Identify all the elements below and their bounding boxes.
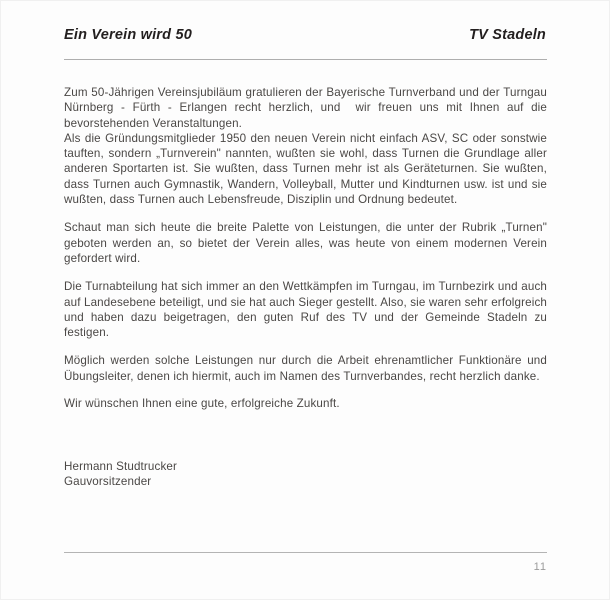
page-header [64, 27, 546, 43]
body-paragraph: Zum 50-Jährigen Vereinsjubiläum gratulieren der Bayerische Turnverband und der Turngau Nürnberg - Fürth - Erlangen recht herzlich, und wir freuen uns mit Ihnen auf die bevorstehenden Veranstaltungen. [64, 86, 551, 130]
signature-name: Hermann Studtrucker [64, 460, 178, 473]
body-paragraph: Schaut man sich heute die breite Palette von Leistungen, die unter der Rubrik „Turnen" geboten werden an, so bietet der Verein alles, was heute von einem modernen Verein gefordert wird. [64, 221, 551, 265]
header-organization: TV Stadeln [469, 27, 546, 43]
body-paragraph: Die Turnabteilung hat sich immer an den Wettkämpfen im Turngau, im Turnbezirk und auch auf Landesebene beteiligt, und sie hat auch Sieger gestellt. Also, sie waren sehr erfolgreich und haben dazu beigetragen, den guten Ruf des TV und der Gemeinde Stadeln zu festigen. [64, 280, 551, 340]
body-paragraph: Möglich werden solche Leistungen nur durch die Arbeit ehrenamtlicher Funktionäre und Übungsleiter, denen ich hiermit, auch im Namen des Turnverbandes, recht herzlich danke. [64, 354, 551, 383]
page-number: 11 [533, 561, 547, 573]
signature-role: Gauvorsitzender [64, 475, 152, 489]
header-title: Ein Verein wird 50 [64, 27, 192, 43]
footer-divider [64, 552, 547, 553]
document-body [64, 85, 551, 411]
header-divider [64, 59, 547, 60]
body-paragraph: Als die Gründungsmitglieder 1950 den neuen Verein nicht einfach ASV, SC oder sonstwie tauften, sondern „Turnverein" nannten, wußten sie wohl, dass Turnen die Grundlage aller anderen Sportarten ist. Sie wußten, dass Turnen mehr ist als Geräteturnen. Sie wußten, dass Turnen auch Gymnastik, Wandern, Volleyball, Mutter und Kindturnen usw. ist und sie wußten, dass Turnen auch Lebensfreude, Disziplin und Ordnung bedeutet. [64, 131, 551, 207]
signature-block [64, 459, 364, 490]
body-paragraph: Wir wünschen Ihnen eine gute, erfolgreiche Zukunft. [64, 397, 340, 411]
